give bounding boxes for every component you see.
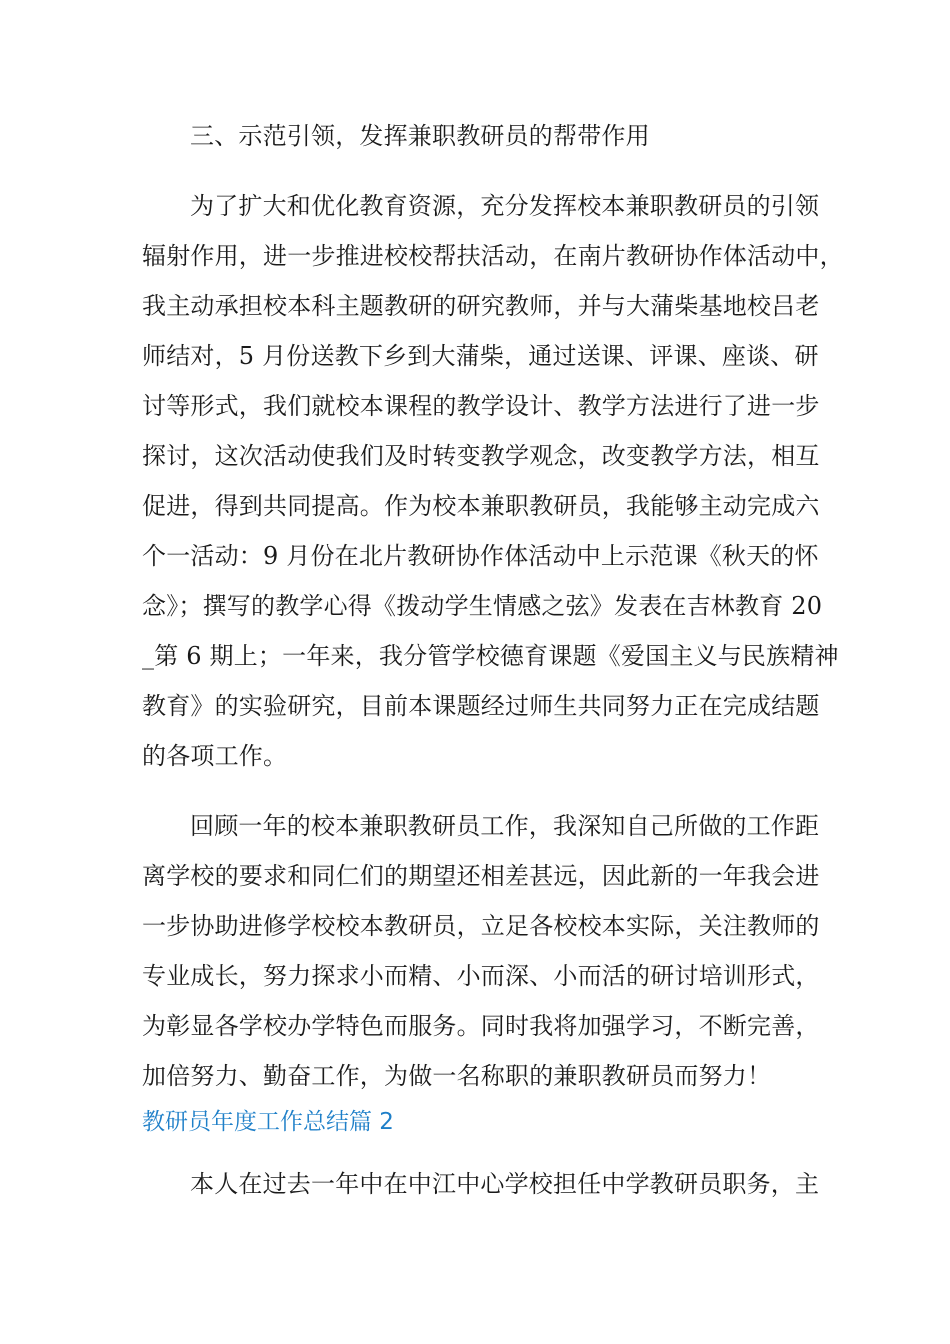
paragraph-line: 讨等形式，我们就校本课程的教学设计、教学方法进行了进一步: [142, 392, 820, 420]
paragraph-line: _第 6 期上；一年来，我分管学校德育课题《爱国主义与民族精神: [142, 642, 839, 670]
paragraph-line: 为了扩大和优化教育资源，充分发挥校本兼职教研员的引领: [190, 192, 820, 220]
paragraph-line: 师结对，5 月份送教下乡到大蒲柴，通过送课、评课、座谈、研: [142, 342, 819, 370]
paragraph-line: 的各项工作。: [142, 742, 288, 770]
paragraph-line: 为彰显各学校办学特色而服务。同时我将加强学习，不断完善，: [142, 1012, 820, 1040]
paragraph-line: 念》；撰写的教学心得《拨动学生情感之弦》发表在吉林教育 20: [142, 592, 823, 620]
paragraph-line: 我主动承担校本科主题教研的研究教师，并与大蒲柴基地校吕老: [142, 292, 820, 320]
paragraph-line: 个一活动：9 月份在北片教研协作体活动中上示范课《秋天的怀: [142, 542, 819, 570]
paragraph-line: 专业成长，努力探求小而精、小而深、小而活的研讨培训形式，: [142, 962, 820, 990]
paragraph-line: 回顾一年的校本兼职教研员工作，我深知自己所做的工作距: [190, 812, 820, 840]
paragraph-line: 离学校的要求和同仁们的期望还相差甚远，因此新的一年我会进: [142, 862, 820, 890]
paragraph-line: 本人在过去一年中在中江中心学校担任中学教研员职务，主: [190, 1170, 820, 1198]
article-title: 教研员年度工作总结篇 2: [142, 1109, 394, 1135]
paragraph-line: 加倍努力、勤奋工作，为做一名称职的兼职教研员而努力！: [142, 1062, 772, 1090]
paragraph-line: 辐射作用，进一步推进校校帮扶活动，在南片教研协作体活动中，: [142, 242, 844, 270]
section-heading: 三、示范引领，发挥兼职教研员的帮带作用: [190, 122, 650, 150]
paragraph-line: 探讨，这次活动使我们及时转变教学观念，改变教学方法，相互: [142, 442, 820, 470]
paragraph-line: 一步协助进修学校校本教研员，立足各校校本实际，关注教师的: [142, 912, 820, 940]
paragraph-line: 促进，得到共同提高。作为校本兼职教研员，我能够主动完成六: [142, 492, 820, 520]
paragraph-line: 教育》的实验研究，目前本课题经过师生共同努力正在完成结题: [142, 692, 820, 720]
